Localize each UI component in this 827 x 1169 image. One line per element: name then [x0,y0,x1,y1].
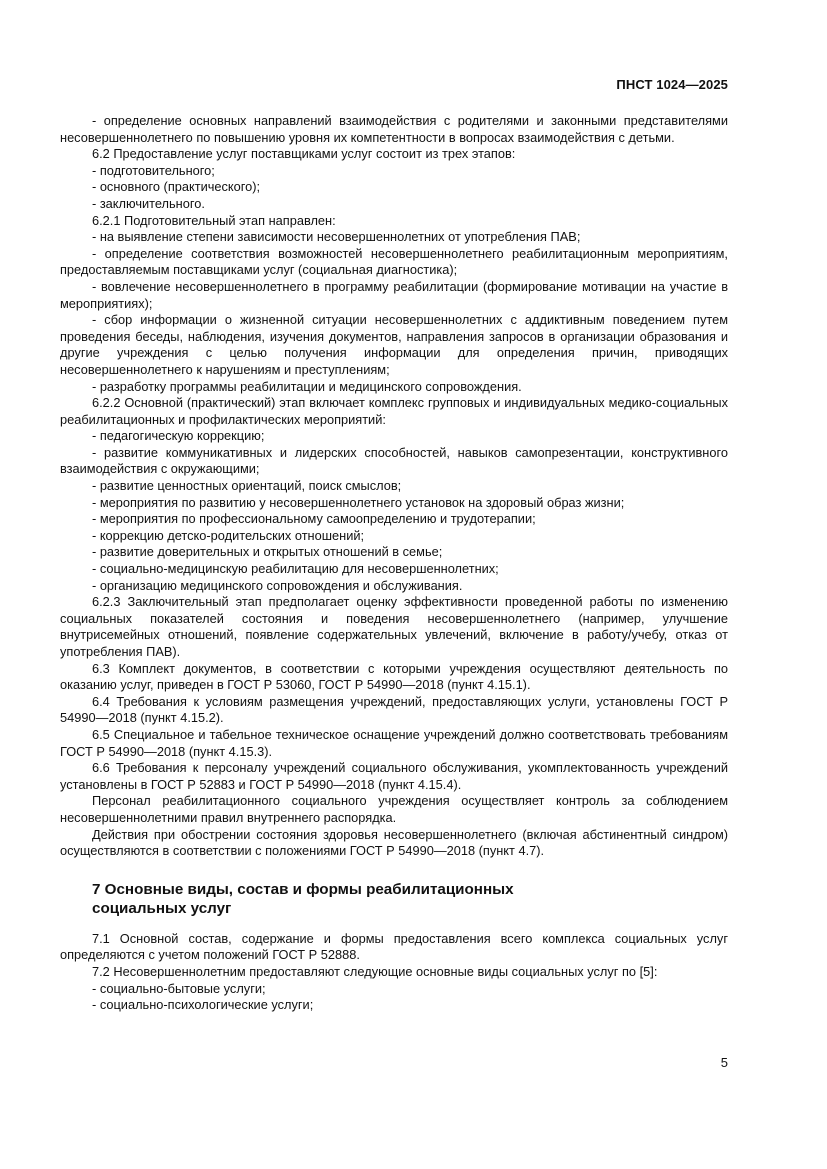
list-item: - разработку программы реабилитации и медицинского сопровождения. [92,378,522,394]
list-item: - социально-бытовые услуги; [92,980,266,996]
paragraph: 6.3 Комплект документов, в соответствии с которыми учреждения осуществляют деятельность по оказанию услуг, приведен в ГОСТ Р 53060, ГОСТ Р 54990—2018 (пункт 4.15.1). [60,660,728,693]
paragraph: Персонал реабилитационного социального учреждения осуществляет контроль за соблюдением несовершеннолетними правил внутреннего распорядка. [60,793,728,825]
list-item: - основного (практического); [92,179,261,195]
page-content [60,113,728,1014]
list-item: - организацию медицинского сопровождения и обслуживания. [92,577,463,593]
paragraph: Действия при обострении состояния здоровья несовершеннолетнего (включая абстинентный синдром) осуществляются в соответствии с положениями ГОСТ Р 54990—2018 (пункт 4.7). [60,826,728,859]
list-item: - подготовительного; [92,162,215,178]
list-item: - определение соответствия возможностей несовершеннолетнего реабилитационным мероприятиям, предоставляемым поставщиками услуг (социальная диагностика); [60,245,728,278]
paragraph: - определение основных направлений взаимодействия с родителями и законными представителями несовершеннолетнего по повышению уровня их компетентности в вопросах взаимодействия с детьми. [60,113,728,145]
paragraph: 6.2 Предоставление услуг поставщиками услуг состоит из трех этапов: [92,146,516,162]
list-item: - мероприятия по развитию у несовершеннолетнего установок на здоровый образ жизни; [92,494,625,510]
list-item: - развитие коммуникативных и лидерских способностей, навыков самопрезентации, конструктивного взаимодействия с окружающими; [60,444,728,477]
paragraph: 6.4 Требования к условиям размещения учреждений, предоставляющих услуги, установлены ГОСТ Р 54990—2018 (пункт 4.15.2). [60,693,728,726]
list-item: - вовлечение несовершеннолетнего в программу реабилитации (формирование мотивации на участие в мероприятиях); [60,278,728,311]
paragraph: 6.6 Требования к персоналу учреждений социального обслуживания, укомплектованность учреждений установлены в ГОСТ Р 52883 и ГОСТ Р 54990—2018 (пункт 4.15.4). [60,760,728,792]
list-item: - социально-психологические услуги; [92,997,314,1013]
list-item: - на выявление степени зависимости несовершеннолетних от употребления ПАВ; [92,229,581,245]
paragraph: 7.1 Основной состав, содержание и формы предоставления всего комплекса социальных услуг определяются с учетом положений ГОСТ Р 52888. [60,930,728,963]
page-number: 5 [720,1055,728,1070]
paragraph: 7.2 Несовершеннолетним предоставляют следующие основные виды социальных услуг по [5]: [92,963,658,979]
list-item: - сбор информации о жизненной ситуации несовершеннолетних с аддиктивным поведением путем проведения беседы, наблюдения, изучения документов, направления запросов в организации образования и другие учреждения с целью получения информации для определения причин, приводящих несовершеннолетнего к нарушениям и преступлениям; [60,312,728,377]
list-item: - коррекцию детско-родительских отношений; [92,527,365,543]
list-item: - педагогическую коррекцию; [92,428,265,444]
paragraph: 6.2.1 Подготовительный этап направлен: [92,212,336,228]
list-item: - развитие доверительных и открытых отношений в семье; [92,544,443,560]
section-heading: 7 Основные виды, состав и формы реабилитационных социальных услуг [92,880,514,918]
list-item: - заключительного. [92,195,205,211]
paragraph: 6.5 Специальное и табельное техническое оснащение учреждений должно соответствовать требованиям ГОСТ Р 54990—2018 (пункт 4.15.3). [60,726,728,759]
paragraph: 6.2.3 Заключительный этап предполагает оценку эффективности проведенной работы по изменению социальных показателей состояния и поведения несовершеннолетнего (например, улучшение внутрисемейных отношений, появление содержательных увлечений, включение в работу/учебу, отказ от употребления ПАВ). [60,594,728,659]
list-item: - развитие ценностных ориентаций, поиск смыслов; [92,478,402,494]
list-item: - мероприятия по профессиональному самоопределению и трудотерапии; [92,511,536,527]
paragraph: 6.2.2 Основной (практический) этап включает комплекс групповых и индивидуальных медико-социальных реабилитационных и профилактических мероприятий: [60,395,728,427]
list-item: - социально-медицинскую реабилитацию для несовершеннолетних; [92,561,499,577]
document-number: ПНСТ 1024—2025 [616,77,728,92]
